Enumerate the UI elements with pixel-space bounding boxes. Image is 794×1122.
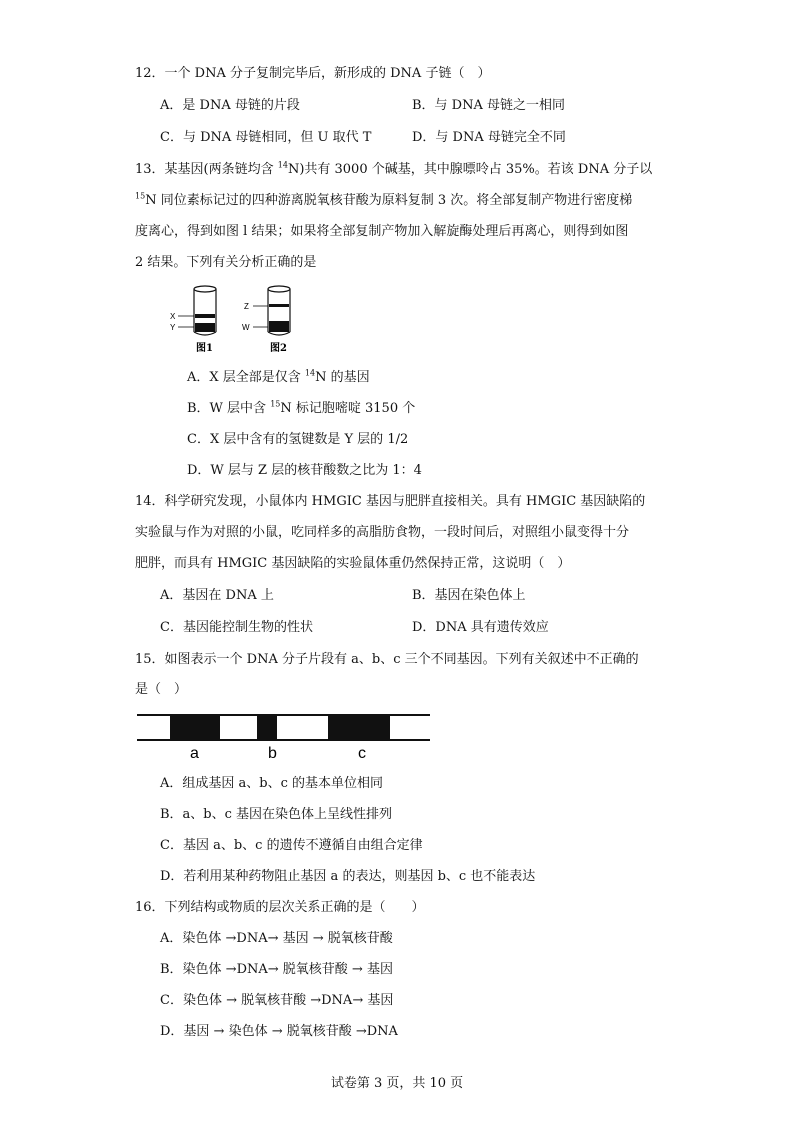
label-gene-b: b — [268, 745, 277, 762]
q12-option-a: A．是 DNA 母链的片段 — [160, 98, 300, 113]
label-y: Y — [170, 323, 176, 332]
gene-c-block — [328, 715, 390, 740]
q16-option-c: C．染色体 → 脱氧核苷酸 →DNA→ 基因 — [160, 993, 394, 1008]
q15-option-c: C．基因 a、b、c 的遗传不遵循自由组合定律 — [160, 838, 423, 853]
band-y — [195, 323, 215, 332]
band-x — [195, 314, 215, 318]
q13-option-b: B．W 层中含 $^{15}$N 标记胞嘧啶 3150 个 — [187, 399, 416, 416]
page-footer: 试卷第 3 页，共 10 页 — [330, 1076, 464, 1091]
caption-fig1: 图1 — [196, 343, 213, 354]
q15-option-d: D．若利用某种药物阻止基因 a 的表达，则基因 b、c 也不能表达 — [160, 869, 536, 884]
label-gene-c: c — [358, 745, 366, 762]
dna-segment-figure — [135, 712, 435, 764]
label-z: Z — [244, 302, 249, 311]
q13-stem-line4: 2 结果。下列有关分析正确的是 — [135, 255, 317, 270]
tube-1 — [170, 286, 216, 354]
label-w: W — [242, 323, 250, 332]
q14-option-a: A．基因在 DNA 上 — [160, 588, 274, 603]
q13-option-c: C．X 层中含有的氢键数是 Y 层的 1/2 — [187, 432, 409, 447]
q14-stem-line2: 实验鼠与作为对照的小鼠，吃同样多的高脂肪食物，一段时间后，对照组小鼠变得十分 — [135, 525, 630, 540]
q14-option-c: C．基因能控制生物的性状 — [160, 620, 313, 635]
gene-a-block — [170, 715, 220, 740]
q12-option-c: C．与 DNA 母链相同，但 U 取代 T — [160, 130, 372, 145]
band-w — [269, 321, 289, 332]
q16-stem: 16．下列结构或物质的层次关系正确的是（ ） — [135, 900, 425, 915]
label-gene-a: a — [190, 745, 199, 762]
q13-option-a: A．X 层全部是仅含 $^{14}$N 的基因 — [187, 368, 370, 385]
q16-option-a: A．染色体 →DNA→ 基因 → 脱氧核苷酸 — [160, 931, 393, 946]
q13-stem-line2: $^{15}$N 同位素标记过的四种游离脱氧核苷酸为原料复制 3 次。将全部复制产物进行密度梯 — [135, 191, 633, 208]
q13-stem-line3: 度离心，得到如图 l 结果；如果将全部复制产物加入解旋酶处理后再离心，则得到如图 — [135, 224, 629, 239]
q13-stem-line1: 13．某基因(两条链均含 $^{14}$N)共有 3000 个碱基，其中腺嘌呤占 35%。若该 DNA 分子以 — [135, 160, 653, 177]
q14-option-b: B．基因在染色体上 — [412, 588, 526, 603]
caption-fig2: 图2 — [270, 343, 287, 354]
q15-option-a: A．组成基因 a、b、c 的基本单位相同 — [160, 776, 384, 791]
q12-option-d: D．与 DNA 母链完全不同 — [412, 130, 566, 145]
q15-stem-line2: 是（ ） — [135, 682, 188, 697]
tube-2 — [242, 286, 290, 354]
q14-option-d: D．DNA 具有遗传效应 — [412, 620, 549, 635]
q14-stem-line3: 肥胖，而具有 HMGIC 基因缺陷的实验鼠体重仍然保持正常，这说明（ ） — [135, 556, 571, 571]
q16-option-d: D．基因 → 染色体 → 脱氧核苷酸 →DNA — [160, 1024, 398, 1039]
q12-stem: 12．一个 DNA 分子复制完毕后，新形成的 DNA 子链（ ） — [135, 66, 491, 81]
q15-option-b: B．a、b、c 基因在染色体上呈线性排列 — [160, 807, 393, 822]
q16-option-b: B．染色体 →DNA→ 脱氧核苷酸 → 基因 — [160, 962, 393, 977]
q13-option-d: D．W 层与 Z 层的核苷酸数之比为 1：4 — [187, 463, 422, 478]
band-z — [269, 304, 289, 307]
label-x: X — [170, 312, 176, 321]
q15-stem-line1: 15．如图表示一个 DNA 分子片段有 a、b、c 三个不同基因。下列有关叙述中不正确的 — [135, 652, 639, 667]
q12-option-b: B．与 DNA 母链之一相同 — [412, 98, 566, 113]
q14-stem-line1: 14．科学研究发现，小鼠体内 HMGIC 基因与肥胖直接相关。具有 HMGIC 基因缺陷的 — [135, 494, 646, 509]
centrifuge-tubes-figure — [168, 282, 298, 354]
gene-b-block — [257, 715, 277, 740]
